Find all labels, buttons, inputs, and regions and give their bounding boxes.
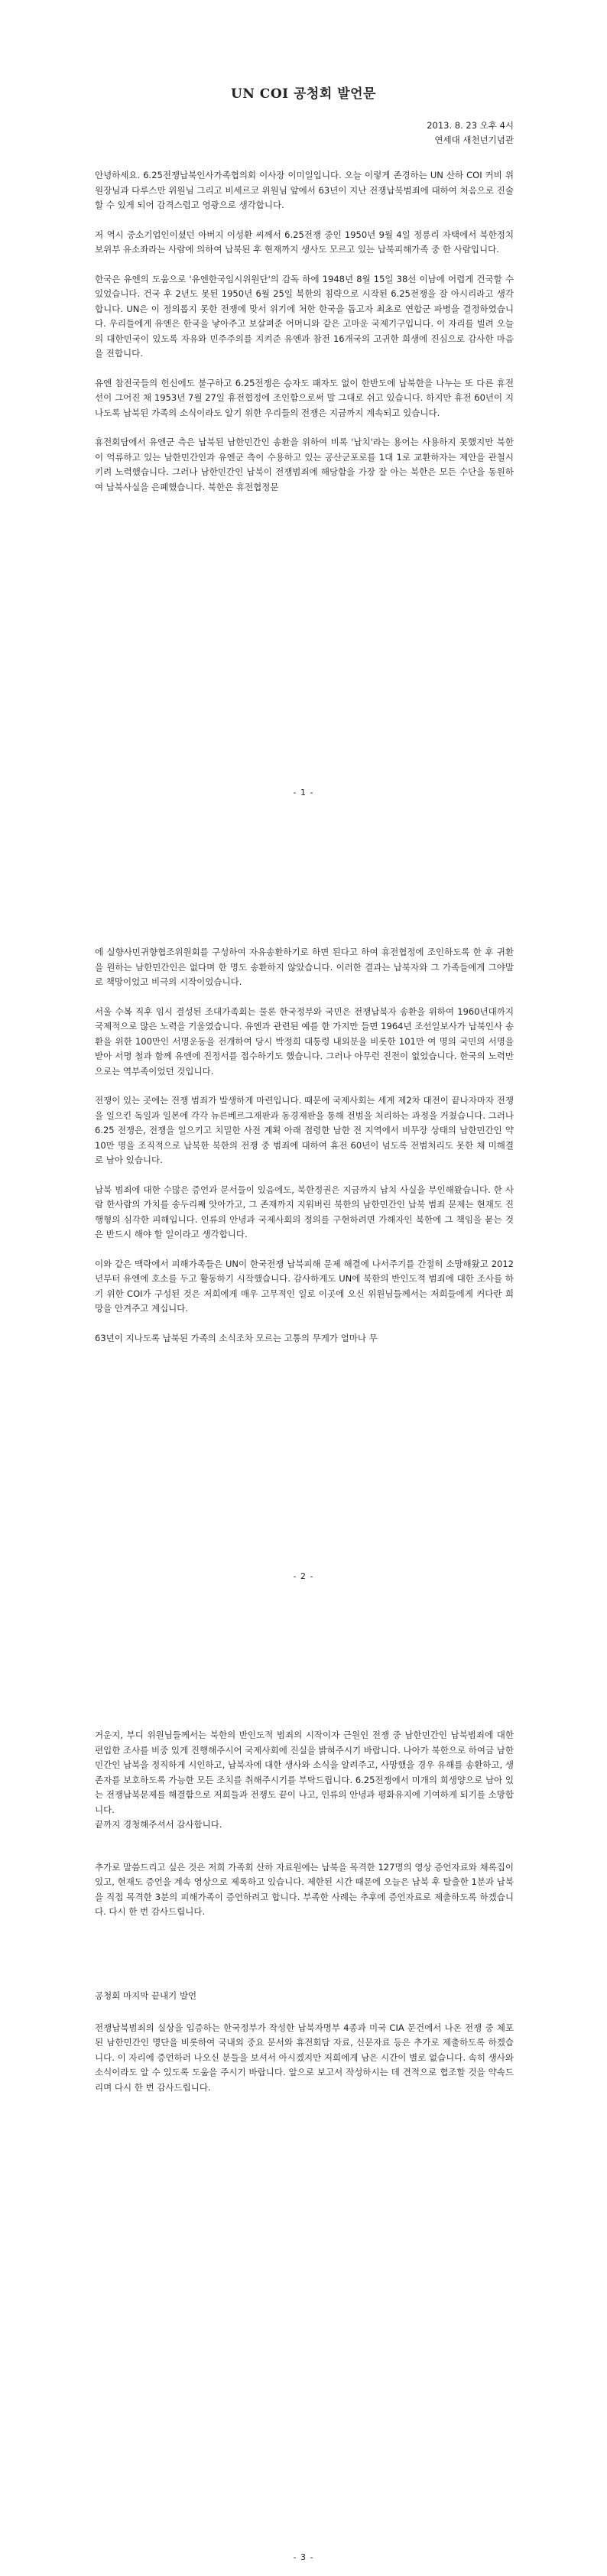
page-number: - 2 - — [293, 1571, 314, 1581]
paragraph: 이와 같은 맥락에서 피해가족들은 UN이 한국전쟁 납북피해 문제 해결에 나서주기를 간절히 소망해왔고 2012년부터 유엔에 호소를 두고 활동하기 시작했습니다. 감사하게도 UN에 북한의 반인도적 범죄에 대한 조사를 하기 위한 COI가 구성된 것은 저희에게 매우 고무적인 일로 이곳에 오신 위원님들께서는 저희들에게 커다란 희망을 안겨주고 계십니다. — [95, 1258, 514, 1314]
page-3 — [0, 1717, 607, 2576]
venue: 연세대 새천년기념관 — [434, 135, 514, 145]
section-title: 공청회 마지막 끝내기 발언 — [95, 1990, 197, 2001]
dateline — [427, 119, 514, 148]
paragraph: 추가로 말씀드리고 싶은 것은 저희 가족회 산하 자료원에는 납북을 목격한 127명의 영상 증언자료와 채록집이 있고, 현재도 증언을 계속 영상으로 제록하고 있습니다. 제한된 시간 때문에 오늘은 납북 후 탈출한 1분과 납북을 직접 목격한 3분의 피해가족이 증언하려고 합니다. 부족한 사례는 추후에 증언자료로 제출하도록 하겠습니다. 다시 한 번 감사드립니다. — [95, 1861, 514, 1917]
paragraph: 유엔 참전국들의 헌신에도 불구하고 6.25전쟁은 승자도 패자도 없이 한반도에 납북한을 나누는 또 다른 휴전선이 그어진 채 1953년 7월 27일 휴전협정에 조인함으로써 말 그대로 쉬고 있습니다. 하지만 휴전 60년이 지나도록 납북된 가족의 소식이라도 알기 위한 우리들의 전쟁은 지금까지 계속되고 있습니다. — [95, 377, 514, 418]
paragraph: 안녕하세요. 6.25전쟁납북인사가족협의회 이사장 이미일입니다. 오늘 이렇게 존경하는 UN 산하 COI 커비 위원장님과 다루스만 위원님 그리고 비세르코 위원님 앞에서 63년이 지난 전쟁납북범죄에 대하여 처음으로 진술할 수 있게 되어 감격스럽고 영광으로 생각합니다. — [95, 170, 514, 210]
paragraph: 63년이 지나도록 납북된 가족의 소식조차 모르는 고통의 무게가 얼마나 무 — [95, 1332, 378, 1343]
date: 2013. 8. 23 오후 4시 — [427, 120, 514, 131]
paragraph: 거운지, 부디 위원님들께서는 북한의 반인도적 범죄의 시작이자 근원인 전쟁 중 남한민간인 납북범죄에 대한 편입한 조사를 비중 있게 진행해주시어 국제사회에 진실을 밝혀주시기 바랍니다. 나아가 북한으로 하여금 남한민간인 납북을 정직하게 시인하고, 납북자에 대한 생사와 소식을 알려주고, 사망했을 경우 유해를 송환하고, 생존자를 보호하도록 가능한 모든 조치를 취해주시기를 부탁드립니다. 6.25전쟁에서 미개의 희생양으로 남아 있는 전쟁납북문제를 해결함으로 저희들과 전쟁도 끝이 나고, 인류의 안녕과 평화유지에 기여하게 되기를 소망합니다. — [95, 1730, 514, 1815]
page-3-body — [95, 1728, 514, 1934]
page-1 — [0, 0, 607, 859]
page-number: - 1 - — [293, 788, 314, 797]
page-number: - 3 - — [293, 2552, 314, 2562]
paragraph: 한국은 유엔의 도움으로 '유엔한국임시위원단'의 감독 하에 1948년 8월 15일 38선 이남에 어렵게 건국할 수 있었습니다. 건국 후 2년도 못된 1950년 6월 25일 북한의 침략으로 시작된 6.25전쟁을 잘 아시리라고 생각합니다. UN은 이 정의롭지 못한 전쟁에 맞서 위기에 처한 한국을 돕고자 최초로 연합군 파병을 결정하였습니다. 우리들에게 유엔은 한국을 낳아주고 보살펴준 어머니와 같은 고마운 국제기구입니다. 이 자리를 빌려 오늘의 대한민국이 있도록 자유와 민주주의를 지켜준 유엔과 참전 16개국의 고귀한 희생에 진심으로 감사한 마음을 전합니다. — [95, 273, 514, 359]
paragraph: 에 실향사민귀향협조위원회를 구성하여 자유송환하기로 하면 된다고 하여 휴전협정에 조인하도록 한 후 귀환을 원하는 남한민간인은 없다며 한 명도 송환하지 않았습니다. 이러한 결과는 납북자와 그 가족들에게 그야말로 책망이었고 비극의 시작이었습니다. — [95, 947, 514, 987]
page-2-body — [95, 945, 514, 1360]
paragraph: 납북 범죄에 대한 수많은 증언과 문서들이 있음에도, 북한정권은 지금까지 납치 사실을 부인해왔습니다. 한 사람 한사람의 가치를 송두리째 앗아가고, 그 존재까지 지워버린 북한의 남한민간인 납북 범죄 문제는 현재도 진행형의 심각한 피해입니다. 인류의 안녕과 국제사회의 정의를 구현하려면 가해자인 북한에 그 책임을 묻는 것은 반드시 해야 할 일이라고 생각합니다. — [95, 1184, 514, 1239]
paragraph: 휴전회담에서 유엔군 측은 납북된 남한민간인 송환을 위하여 비록 '납치'라는 용어는 사용하지 못했지만 북한이 억류하고 있는 남한민간인과 유엔군 측이 수용하고 있는 공산군포로를 1대 1로 교환하자는 제안을 관철시키려 노력했습니다. 그러나 남한민간인 납북이 전쟁범죄에 해당함을 가장 잘 아는 북한은 모든 수단을 동원하여 납북사실을 은폐했습니다. 북한은 휴전협정문 — [95, 437, 514, 492]
page-1-body — [95, 168, 514, 509]
closing-thanks: 끝까지 경청해주셔서 감사합니다. — [95, 1819, 222, 1830]
document-title: UN COI 공청회 발언문 — [231, 86, 376, 102]
page-2 — [0, 859, 607, 1717]
closing-section — [95, 1989, 514, 2110]
paragraph: 전쟁납북범죄의 실상을 입증하는 한국정부가 작성한 납북자명부 4종과 미국 CIA 문건에서 나온 전쟁 중 체포된 남한민간인 명단을 비롯하여 국내외 중요 문서와 휴전회담 자료, 신문자료 등은 추가로 제출하도록 하겠습니다. 이 자리에 증언하러 나오신 분들을 보셔서 아시겠지만 저희에게 남은 시간이 별로 없습니다. 속히 생사와 소식이라도 알 수 있도록 도움을 주시기 바랍니다. 앞으로 보고서 작성하시는 데 견적으로 협조할 것을 약속드리며 다시 한 번 감사드립니다. — [95, 2022, 514, 2093]
paragraph: 서울 수복 직후 임시 결성된 조대가족회는 물론 한국정부와 국민은 전쟁납북자 송환을 위하여 1960년대까지 국제적으로 많은 노력을 기울였습니다. 유엔과 관련된 예를 한 가지만 들면 1964년 조선일보사가 납북인사 송환을 위한 100만인 서명운동을 전개하여 당시 박정희 대통령 내외분을 비롯한 101만 여 명의 국민의 서명을 받아 서명 철과 함께 유엔에 진정서를 접수하기도 했습니다. 그러나 아무런 진전이 없었습니다. 한국의 노력만으로는 역부족이었던 것입니다. — [95, 1005, 514, 1077]
paragraph: 전쟁이 있는 곳에는 전쟁 범죄가 발생하게 마련입니다. 때문에 국제사회는 세계 제2차 대전이 끝나자마자 전쟁을 일으킨 독일과 일본에 각각 뉴른베르그재판과 동경재판을 통해 전범을 처리하는 과정을 거쳤습니다. 그러나 6.25 전쟁은, 전쟁을 일으키고 치밀한 사전 계획 아래 점령한 남한 전 지역에서 비무장 상태의 남한민간인 약 10만 명을 조직적으로 납북한 북한의 전쟁 중 범죄에 대하여 휴전 60년이 넘도록 전범처리도 못한 채 미해결로 남아 있습니다. — [95, 1095, 514, 1165]
paragraph: 저 역시 중소기업인이셨던 아버지 이성환 씨께서 6.25전쟁 중인 1950년 9월 4일 정릉리 자택에서 북한정치보위부 유소좌라는 사람에 의하여 납북된 후 현재까지 생사도 모르고 있는 납북피해가족 중 한 사람입니다. — [95, 229, 514, 255]
